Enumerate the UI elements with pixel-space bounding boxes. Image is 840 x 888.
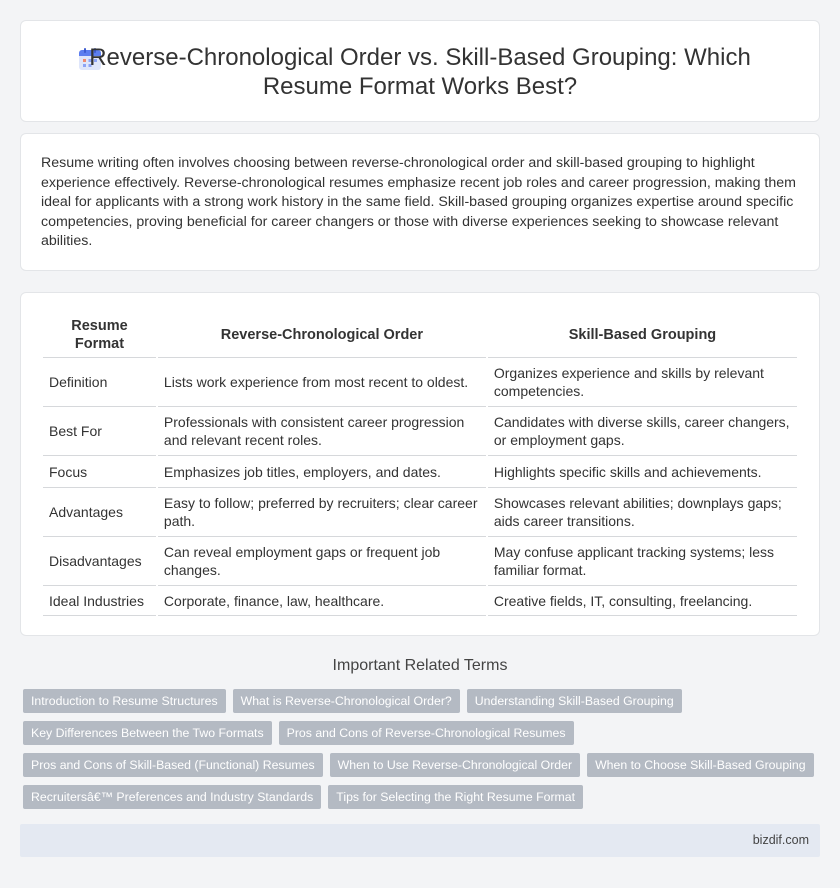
row-label: Definition: [43, 358, 156, 407]
cell-reverse-chronological: Easy to follow; preferred by recruiters; clear career path.: [158, 488, 486, 537]
tag-link[interactable]: Recruitersâ€™ Preferences and Industry Standards: [23, 785, 321, 809]
intro-card: [20, 133, 820, 271]
tag-link[interactable]: Key Differences Between the Two Formats: [23, 721, 272, 745]
cell-skill-based: Highlights specific skills and achievements.: [488, 456, 797, 488]
tag-link[interactable]: Pros and Cons of Skill-Based (Functional) Resumes: [23, 753, 323, 777]
cell-skill-based: Showcases relevant abilities; downplays gaps; aids career transitions.: [488, 488, 797, 537]
row-label: Best For: [43, 407, 156, 456]
header-resume-format: Resume Format: [43, 312, 156, 358]
header-reverse-chronological: Reverse-Chronological Order: [158, 312, 486, 358]
footer: [20, 824, 820, 857]
footer-site-link[interactable]: bizdif.com: [752, 833, 809, 847]
cell-reverse-chronological: Lists work experience from most recent to oldest.: [158, 358, 486, 407]
tag-link[interactable]: When to Use Reverse-Chronological Order: [330, 753, 580, 777]
table-header-row: [43, 312, 797, 358]
cell-skill-based: Candidates with diverse skills, career changers, or employment gaps.: [488, 407, 797, 456]
header-card: [20, 20, 820, 122]
page-title: Reverse-Chronological Order vs. Skill-Based Grouping: Which Resume Format Works Best?: [89, 44, 751, 100]
comparison-table: [41, 312, 799, 616]
cell-reverse-chronological: Emphasizes job titles, employers, and dates.: [158, 456, 486, 488]
cell-reverse-chronological: Corporate, finance, law, healthcare.: [158, 586, 486, 616]
intro-paragraph: Resume writing often involves choosing between reverse-chronological order and skill-based grouping to highlight experience effectively. Reverse-chronological resumes emphasize recent job roles and career progression, making them ideal for applicants with a strong work history in the same field. Skill-based grouping organizes expertise around specific competencies, proving beneficial for career changers or those with diverse experiences seeking to showcase relevant abilities.: [41, 155, 796, 250]
cell-skill-based: Creative fields, IT, consulting, freelancing.: [488, 586, 797, 616]
row-label: Advantages: [43, 488, 156, 537]
tag-link[interactable]: When to Choose Skill-Based Grouping: [587, 753, 814, 777]
tag-link[interactable]: What is Reverse-Chronological Order?: [233, 689, 460, 713]
cell-reverse-chronological: Professionals with consistent career progression and relevant recent roles.: [158, 407, 486, 456]
related-terms-title: Important Related Terms: [332, 657, 508, 674]
row-label: Ideal Industries: [43, 586, 156, 616]
table-row: [43, 537, 797, 586]
table-row: [43, 488, 797, 537]
tag-link[interactable]: Understanding Skill-Based Grouping: [467, 689, 682, 713]
table-row: [43, 407, 797, 456]
table-row: [43, 456, 797, 488]
tag-link[interactable]: Pros and Cons of Reverse-Chronological Resumes: [279, 721, 574, 745]
tag-link[interactable]: Introduction to Resume Structures: [23, 689, 226, 713]
cell-skill-based: May confuse applicant tracking systems; less familiar format.: [488, 537, 797, 586]
table-row: [43, 586, 797, 616]
row-label: Disadvantages: [43, 537, 156, 586]
comparison-table-card: [20, 292, 820, 636]
cell-reverse-chronological: Can reveal employment gaps or frequent job changes.: [158, 537, 486, 586]
header-skill-based: Skill-Based Grouping: [488, 312, 797, 358]
cell-skill-based: Organizes experience and skills by relevant competencies.: [488, 358, 797, 407]
table-row: [43, 358, 797, 407]
related-terms-tags: [23, 689, 823, 817]
row-label: Focus: [43, 456, 156, 488]
tag-link[interactable]: Tips for Selecting the Right Resume Format: [328, 785, 583, 809]
